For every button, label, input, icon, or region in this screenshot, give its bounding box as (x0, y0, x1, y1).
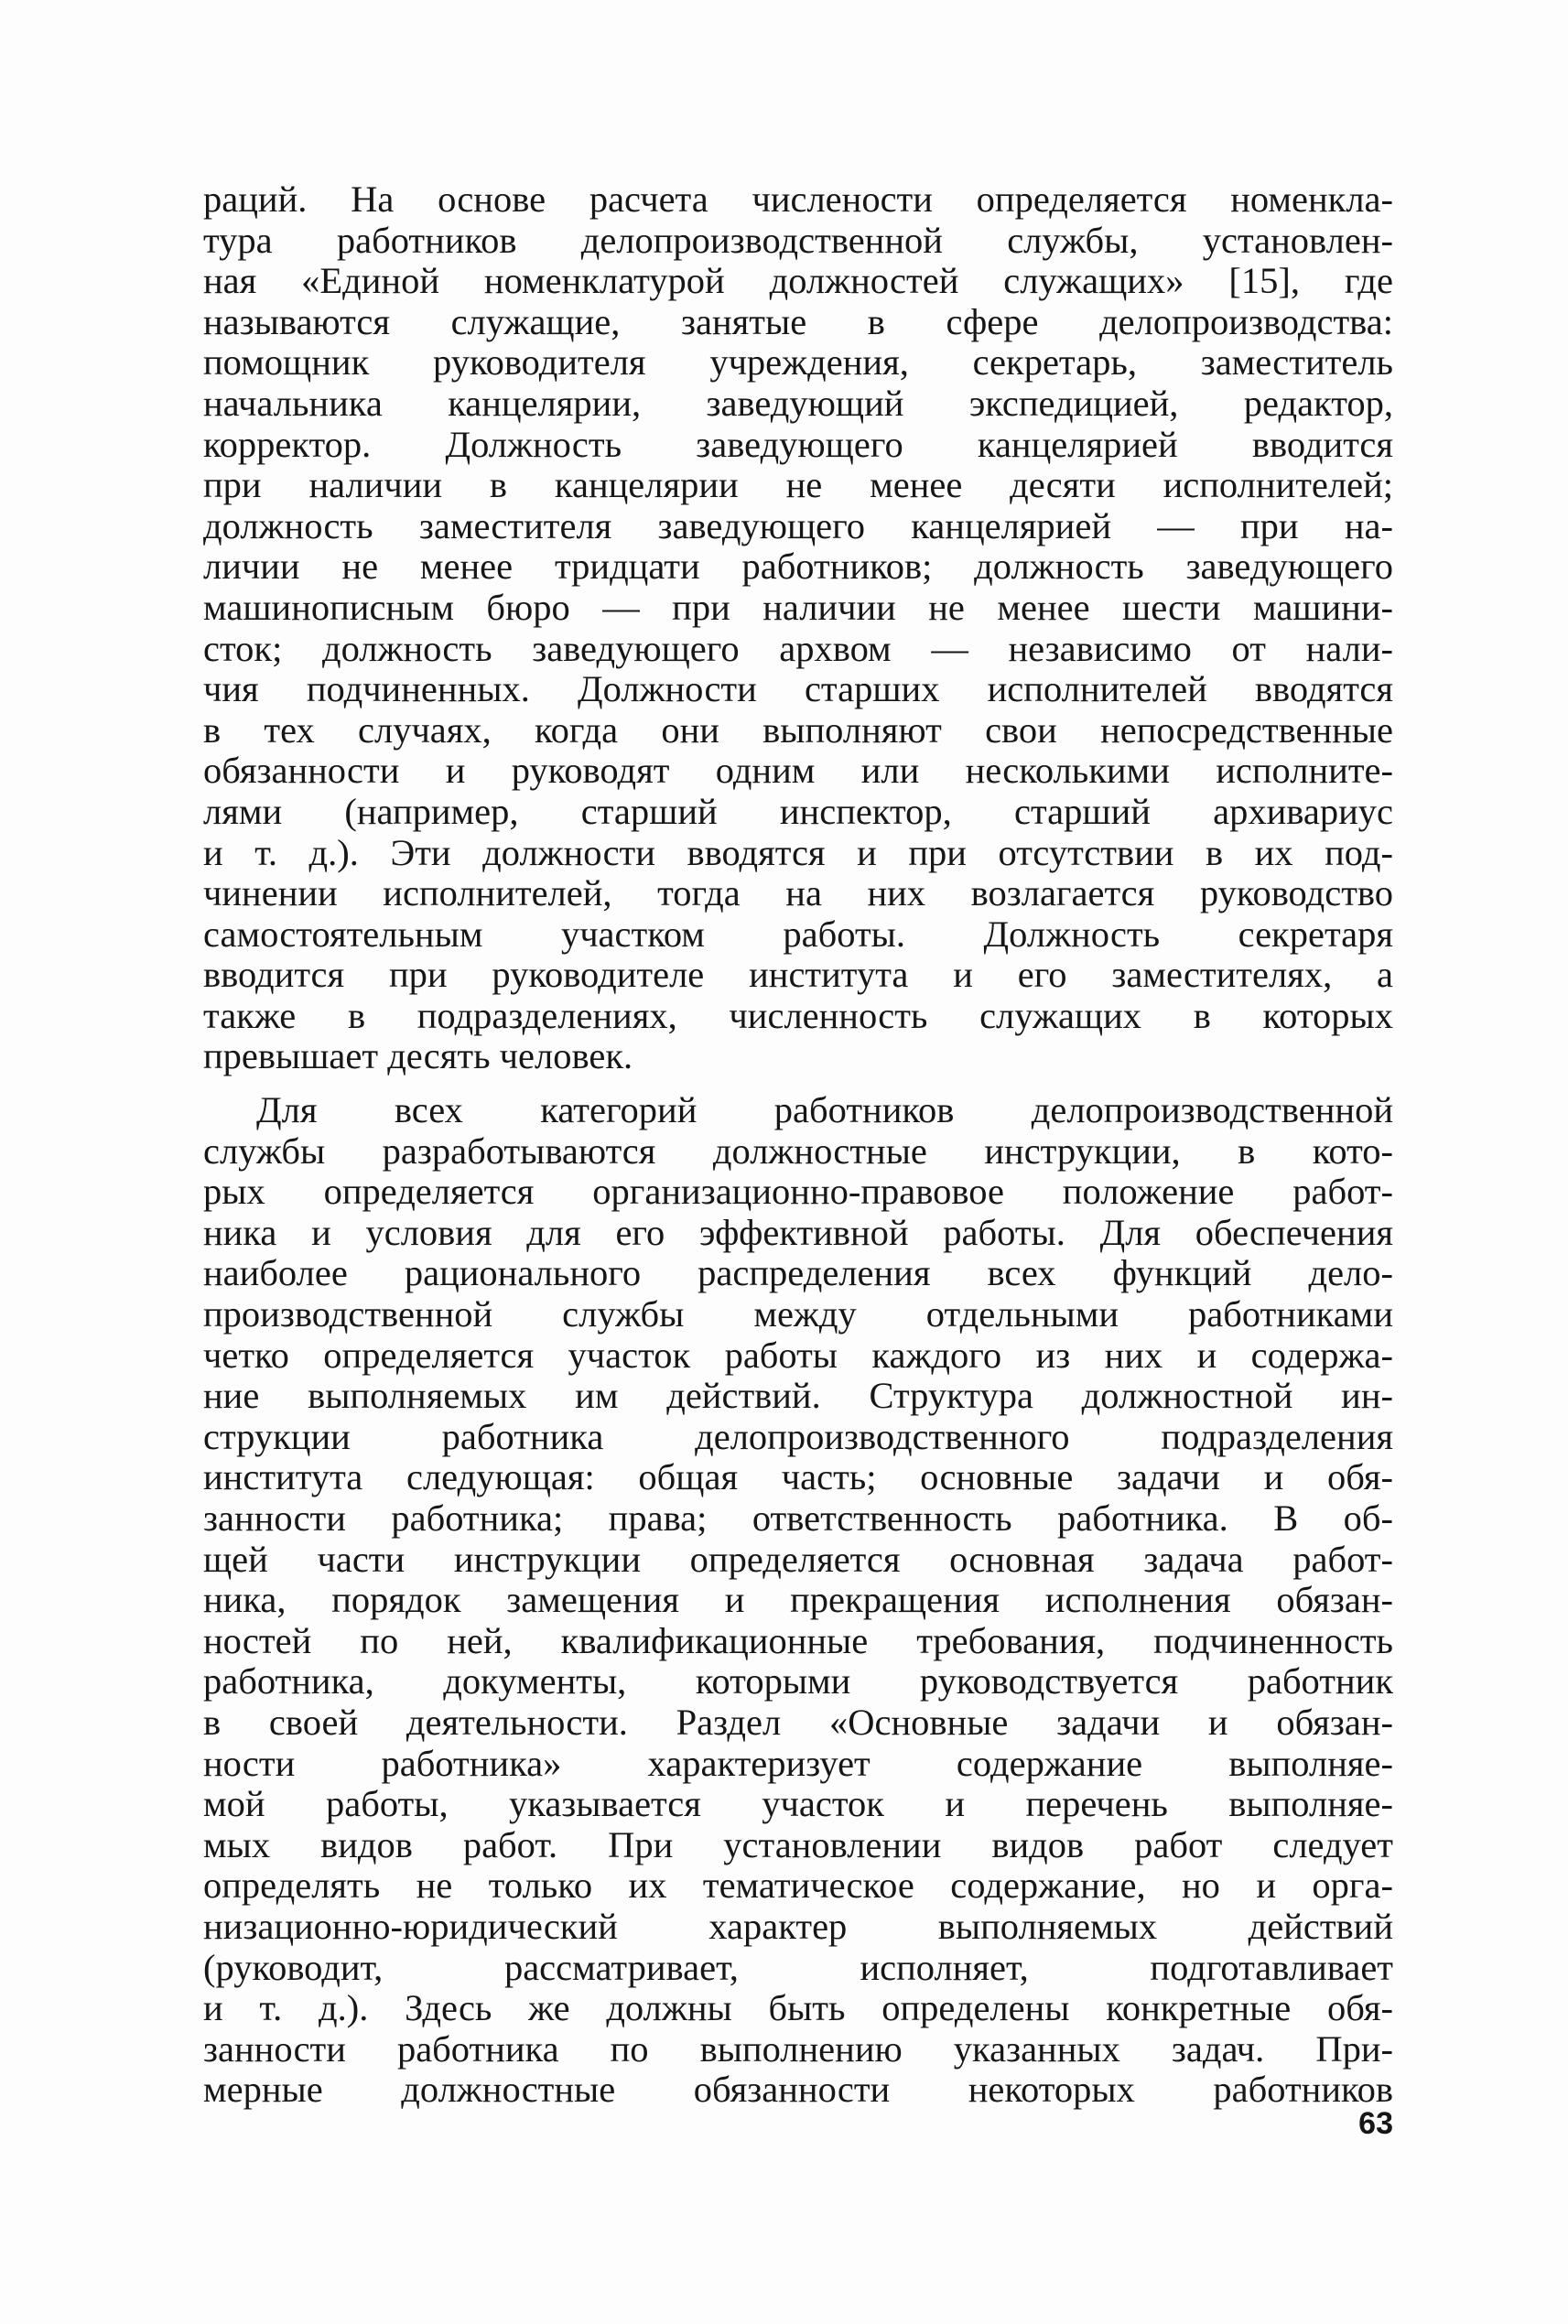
text-line: производственной службы между отдельными работниками (203, 1294, 1393, 1335)
text-line: обязанности и руководят одним или несколькими исполните- (203, 751, 1393, 792)
text-line: самостоятельным участком работы. Должность секретаря (203, 913, 1393, 955)
paragraph-spacer (203, 1077, 1393, 1090)
text-line: службы разработываются должностные инструкции, в кото- (203, 1130, 1393, 1172)
text-line: при наличии в канцелярии не менее десяти исполнителей; (203, 465, 1393, 506)
text-line: личии не менее тридцати работников; должность заведующего (203, 546, 1393, 588)
text-line: щей части инструкции определяется основная задача работ- (203, 1539, 1393, 1580)
text-line: струкции работника делопроизводственного подразделения (203, 1416, 1393, 1457)
text-line: работника, документы, которыми руководствуется работник (203, 1661, 1393, 1702)
text-line: ная «Единой номенклатурой должностей служащих» [15], где (203, 261, 1393, 302)
text-line: определять не только их тематическое содержание, но и орга- (203, 1865, 1393, 1907)
text-line: корректор. Должность заведующего канцелярией вводится (203, 424, 1393, 465)
text-line: института следующая: общая часть; основные задачи и обя- (203, 1457, 1393, 1498)
page-number: 63 (1358, 2106, 1393, 2141)
text-line: рых определяется организационно-правовое положение работ- (203, 1172, 1393, 1213)
text-line: ника и условия для его эффективной работы. Для обеспечения (203, 1212, 1393, 1253)
text-line: наиболее рационального распределения всех функций дело- (203, 1253, 1393, 1294)
body-text (203, 179, 1393, 2111)
text-line: лями (например, старший инспектор, старший архивариус (203, 791, 1393, 832)
text-line: четко определяется участок работы каждого из них и содержа- (203, 1335, 1393, 1376)
text-line: и т. д.). Эти должности вводятся и при отсутствии в их под- (203, 832, 1393, 873)
text-line: называются служащие, занятые в сфере делопроизводства: (203, 301, 1393, 342)
text-line: занности работника по выполнению указанных задач. При- (203, 2028, 1393, 2070)
text-line: раций. На основе расчета численоcти определяется номенкла- (203, 179, 1393, 220)
text-line: ностей по ней, квалификационные требования, подчиненность (203, 1620, 1393, 1661)
text-line: тура работников делопроизводственной службы, установлен- (203, 220, 1393, 261)
text-line: Для всех категорий работников делопроизводственной (256, 1090, 1393, 1131)
text-line: превышает десять человек. (203, 1036, 633, 1077)
text-line: (руководит, рассматривает, исполняет, подготавливает (203, 1947, 1393, 1988)
text-line: занности работника; права; ответственность работника. В об- (203, 1498, 1393, 1539)
paragraph-1 (203, 179, 1393, 1077)
text-line: мерные должностные обязанности некоторых работников (203, 2070, 1393, 2111)
text-line: вводится при руководителе института и его заместителях, а (203, 955, 1393, 996)
text-line: начальника канцелярии, заведующий экспедицией, редактор, (203, 383, 1393, 424)
text-line: низационно-юридический характер выполняемых действий (203, 1906, 1393, 1947)
text-line: машинописным бюро — при наличии не менее шести машини- (203, 587, 1393, 628)
text-line: ние выполняемых им действий. Структура должностной ин- (203, 1376, 1393, 1417)
text-line: и т. д.). Здесь же должны быть определены конкретные обя- (203, 1988, 1393, 2029)
text-line: чинении исполнителей, тогда на них возлагается руководство (203, 873, 1393, 914)
text-line: в своей деятельности. Раздел «Основные задачи и обязан- (203, 1702, 1393, 1743)
text-line: в тех случаях, когда они выполняют свои непосредственные (203, 709, 1393, 751)
text-line: должность заместителя заведующего канцелярией — при на- (203, 505, 1393, 546)
text-line: мой работы, указывается участок и перечень выполняе- (203, 1784, 1393, 1825)
text-line: помощник руководителя учреждения, секретарь, заместитель (203, 342, 1393, 384)
text-line: ника, порядок замещения и прекращения исполнения обязан- (203, 1580, 1393, 1621)
text-line: сток; должность заведующего архвом — независимо от нали- (203, 628, 1393, 669)
text-line: мых видов работ. При установлении видов работ следует (203, 1824, 1393, 1865)
text-line: чия подчиненных. Должности старших исполнителей вводятся (203, 669, 1393, 710)
paragraph-2 (203, 1090, 1393, 2111)
text-line: ности работника» характеризует содержание выполняе- (203, 1743, 1393, 1784)
text-line: также в подразделениях, численность служащих в которых (203, 995, 1393, 1036)
